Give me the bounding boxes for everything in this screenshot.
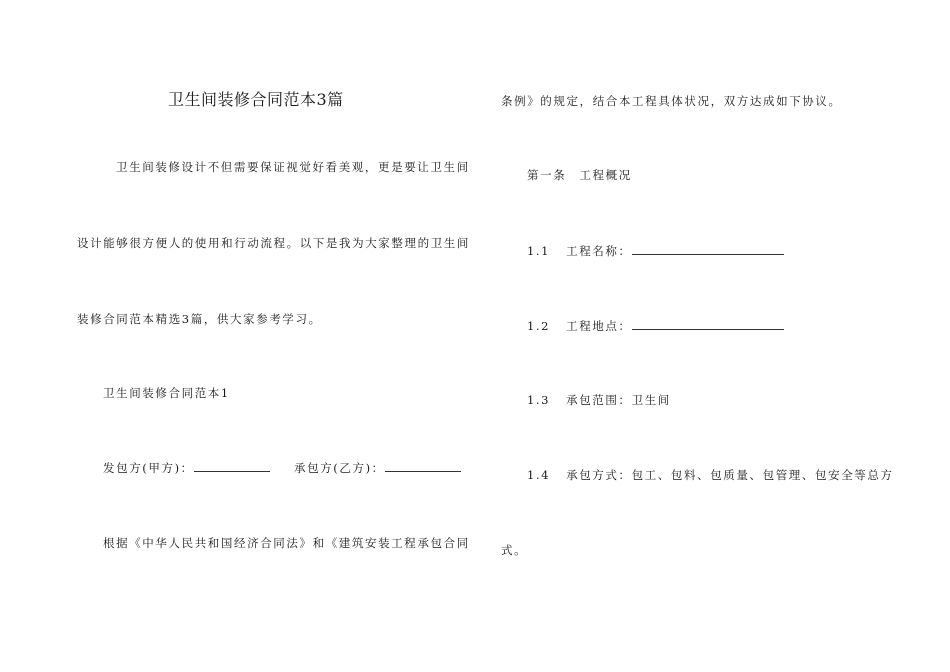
- item-1-3-text: 承包范围：卫生间: [566, 393, 671, 407]
- intro-paragraph-line-3: 装修合同范本精选3篇，供大家参考学习。: [77, 312, 322, 326]
- item-1-2-number: 1.2: [527, 319, 551, 333]
- party-a-blank: [194, 460, 270, 472]
- intro-paragraph-line-2: 设计能够很方便人的使用和行动流程。以下是我为大家整理的卫生间: [77, 236, 470, 250]
- item-1-3-number: 1.3: [527, 393, 551, 407]
- intro-paragraph-line-1: 卫生间装修设计不但需要保证视觉好看美观，更是要让卫生间: [116, 160, 470, 174]
- item-1-4: [527, 468, 894, 482]
- item-1-1-label: 工程名称：: [566, 244, 632, 258]
- document-title: 卫生间装修合同范本3篇: [168, 90, 344, 109]
- basis-paragraph-line-2: 条例》的规定，结合本工程具体状况，双方达成如下协议。: [501, 94, 842, 108]
- party-b-field: [294, 460, 461, 475]
- item-1-1: [527, 243, 784, 258]
- item-1-4-text: 承包方式：包工、包料、包质量、包管理、包安全等总方: [566, 468, 894, 482]
- party-a-label: 发包方(甲方)：: [103, 461, 194, 475]
- party-b-blank: [385, 460, 461, 472]
- project-name-blank: [632, 243, 784, 255]
- item-1-2: [527, 318, 784, 333]
- party-a-field: [103, 460, 270, 475]
- project-location-blank: [632, 318, 784, 330]
- item-1-4-number: 1.4: [527, 468, 551, 482]
- item-1-2-label: 工程地点：: [566, 319, 632, 333]
- item-1-1-number: 1.1: [527, 244, 551, 258]
- basis-paragraph-line-1: 根据《中华人民共和国经济合同法》和《建筑安装工程承包合同: [103, 536, 470, 550]
- party-b-label: 承包方(乙方)：: [294, 461, 385, 475]
- article-1-heading: 第一条 工程概况: [527, 168, 632, 182]
- item-1-4-continuation: 式。: [501, 543, 528, 557]
- section-heading: 卫生间装修合同范本1: [103, 386, 230, 400]
- item-1-3: [527, 393, 671, 407]
